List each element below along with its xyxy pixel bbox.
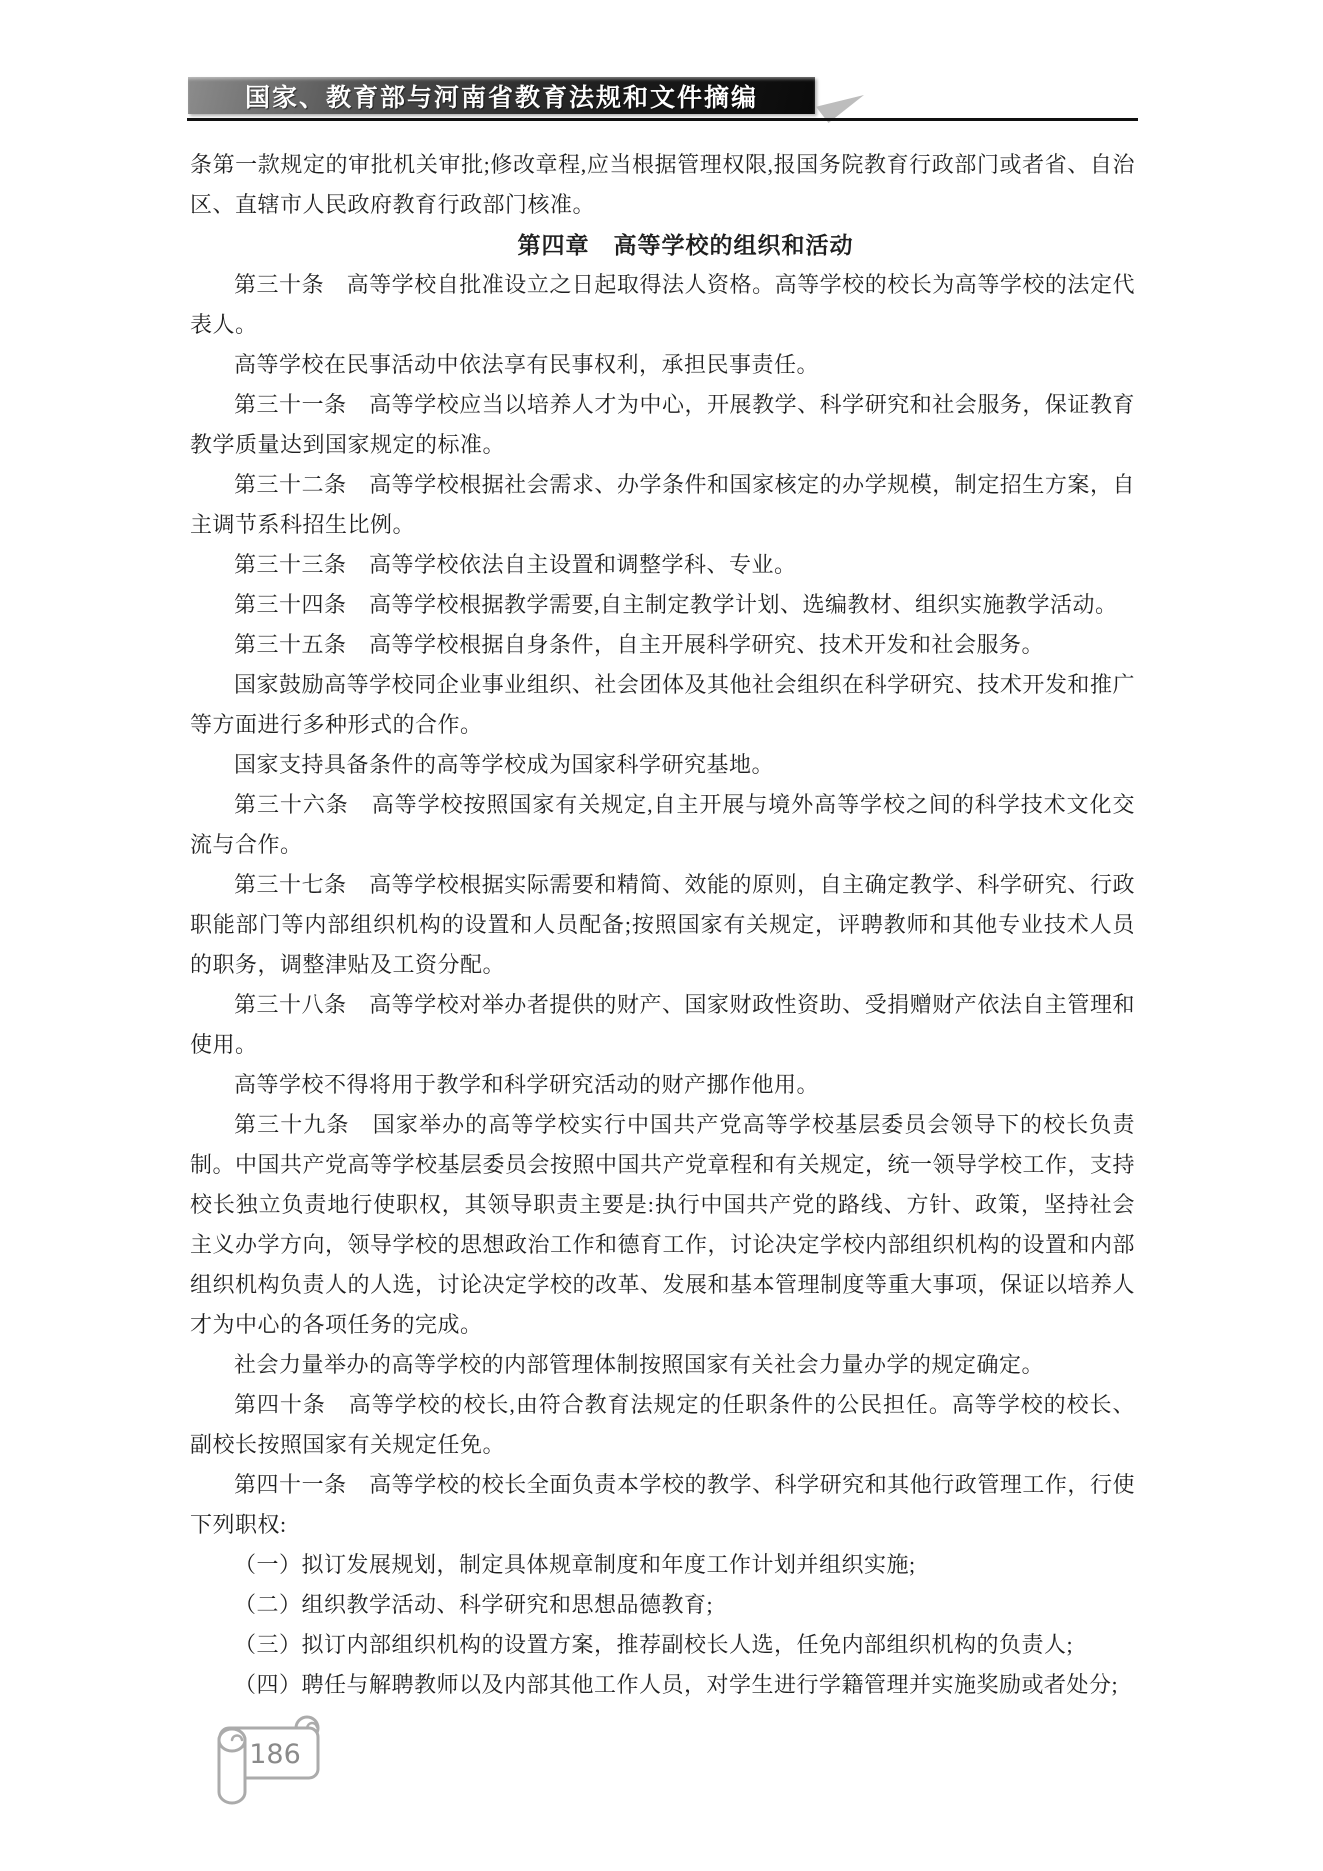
list-item: （三）拟订内部组织机构的设置方案，推荐副校长人选，任免内部组织机构的负责人; (234, 1632, 1074, 1657)
body-paragraph: 国家鼓励高等学校同企业事业组织、社会团体及其他社会组织在科学研究、技术开发和推广等方面进行多种形式的合作。 (190, 672, 1135, 737)
body-paragraph-continued: 条第一款规定的审批机关审批;修改章程,应当根据管理权限,报国务院教育行政部门或者省、自治区、直辖市人民政府教育行政部门核准。 (190, 152, 1135, 217)
body-paragraph: 第四十一条 高等学校的校长全面负责本学校的教学、科学研究和其他行政管理工作，行使下列职权: (190, 1472, 1135, 1537)
list-item: （一）拟订发展规划，制定具体规章制度和年度工作计划并组织实施; (234, 1552, 916, 1577)
header-rule (187, 118, 1138, 121)
header-banner (188, 77, 815, 114)
body-paragraph: 第四十条 高等学校的校长,由符合教育法规定的任职条件的公民担任。高等学校的校长、副校长按照国家有关规定任免。 (190, 1392, 1135, 1457)
body-paragraph: 高等学校不得将用于教学和科学研究活动的财产挪作他用。 (234, 1072, 820, 1097)
body-paragraph: 第三十一条 高等学校应当以培养人才为中心，开展教学、科学研究和社会服务，保证教育教学质量达到国家规定的标准。 (190, 392, 1135, 457)
list-item: （四）聘任与解聘教师以及内部其他工作人员，对学生进行学籍管理并实施奖励或者处分; (234, 1672, 1119, 1697)
body-paragraph: 第三十二条 高等学校根据社会需求、办学条件和国家核定的办学规模，制定招生方案，自主调节系科招生比例。 (190, 472, 1135, 537)
chapter-title: 第四章 高等学校的组织和活动 (517, 232, 854, 258)
list-item: （二）组织教学活动、科学研究和思想品德教育; (234, 1592, 714, 1617)
body-paragraph: 第三十八条 高等学校对举办者提供的财产、国家财政性资助、受捐赠财产依法自主管理和使用。 (190, 992, 1135, 1057)
page-footer (208, 1712, 328, 1808)
body-paragraph: 第三十九条 国家举办的高等学校实行中国共产党高等学校基层委员会领导下的校长负责制。中国共产党高等学校基层委员会按照中国共产党章程和有关规定，统一领导学校工作，支持校长独立负责地行使职权，其领导职责主要是:执行中国共产党的路线、方针、政策，坚持社会主义办学方向，领导学校的思想政治工作和德育工作，讨论决定学校内部组织机构的设置和内部组织机构负责人的人选，讨论决定学校的改革、发展和基本管理制度等重大事项，保证以培养人才为中心的各项任务的完成。 (190, 1112, 1136, 1337)
header-banner-title: 国家、教育部与河南省教育法规和文件摘编 (244, 84, 758, 112)
body-paragraph: 高等学校在民事活动中依法享有民事权利，承担民事责任。 (234, 352, 820, 377)
body-paragraph: 第三十条 高等学校自批准设立之日起取得法人资格。高等学校的校长为高等学校的法定代表人。 (190, 272, 1135, 337)
body-paragraph: 国家支持具备条件的高等学校成为国家科学研究基地。 (234, 752, 775, 777)
scroll-icon (208, 1712, 328, 1808)
page-number: 186 (249, 1739, 301, 1770)
body-paragraph: 第三十六条 高等学校按照国家有关规定,自主开展与境外高等学校之间的科学技术文化交流与合作。 (190, 792, 1135, 857)
body-paragraph: 第三十七条 高等学校根据实际需要和精简、效能的原则，自主确定教学、科学研究、行政职能部门等内部组织机构的设置和人员配备;按照国家有关规定，评聘教师和其他专业技术人员的职务，调整津贴及工资分配。 (190, 872, 1135, 977)
body-paragraph: 第三十四条 高等学校根据教学需要,自主制定教学计划、选编教材、组织实施教学活动。 (234, 592, 1118, 617)
body-paragraph: 第三十三条 高等学校依法自主设置和调整学科、专业。 (234, 552, 797, 577)
document-body (190, 145, 1135, 1705)
body-paragraph: 社会力量举办的高等学校的内部管理体制按照国家有关社会力量办学的规定确定。 (234, 1352, 1045, 1377)
body-paragraph: 第三十五条 高等学校根据自身条件，自主开展科学研究、技术开发和社会服务。 (234, 632, 1045, 657)
